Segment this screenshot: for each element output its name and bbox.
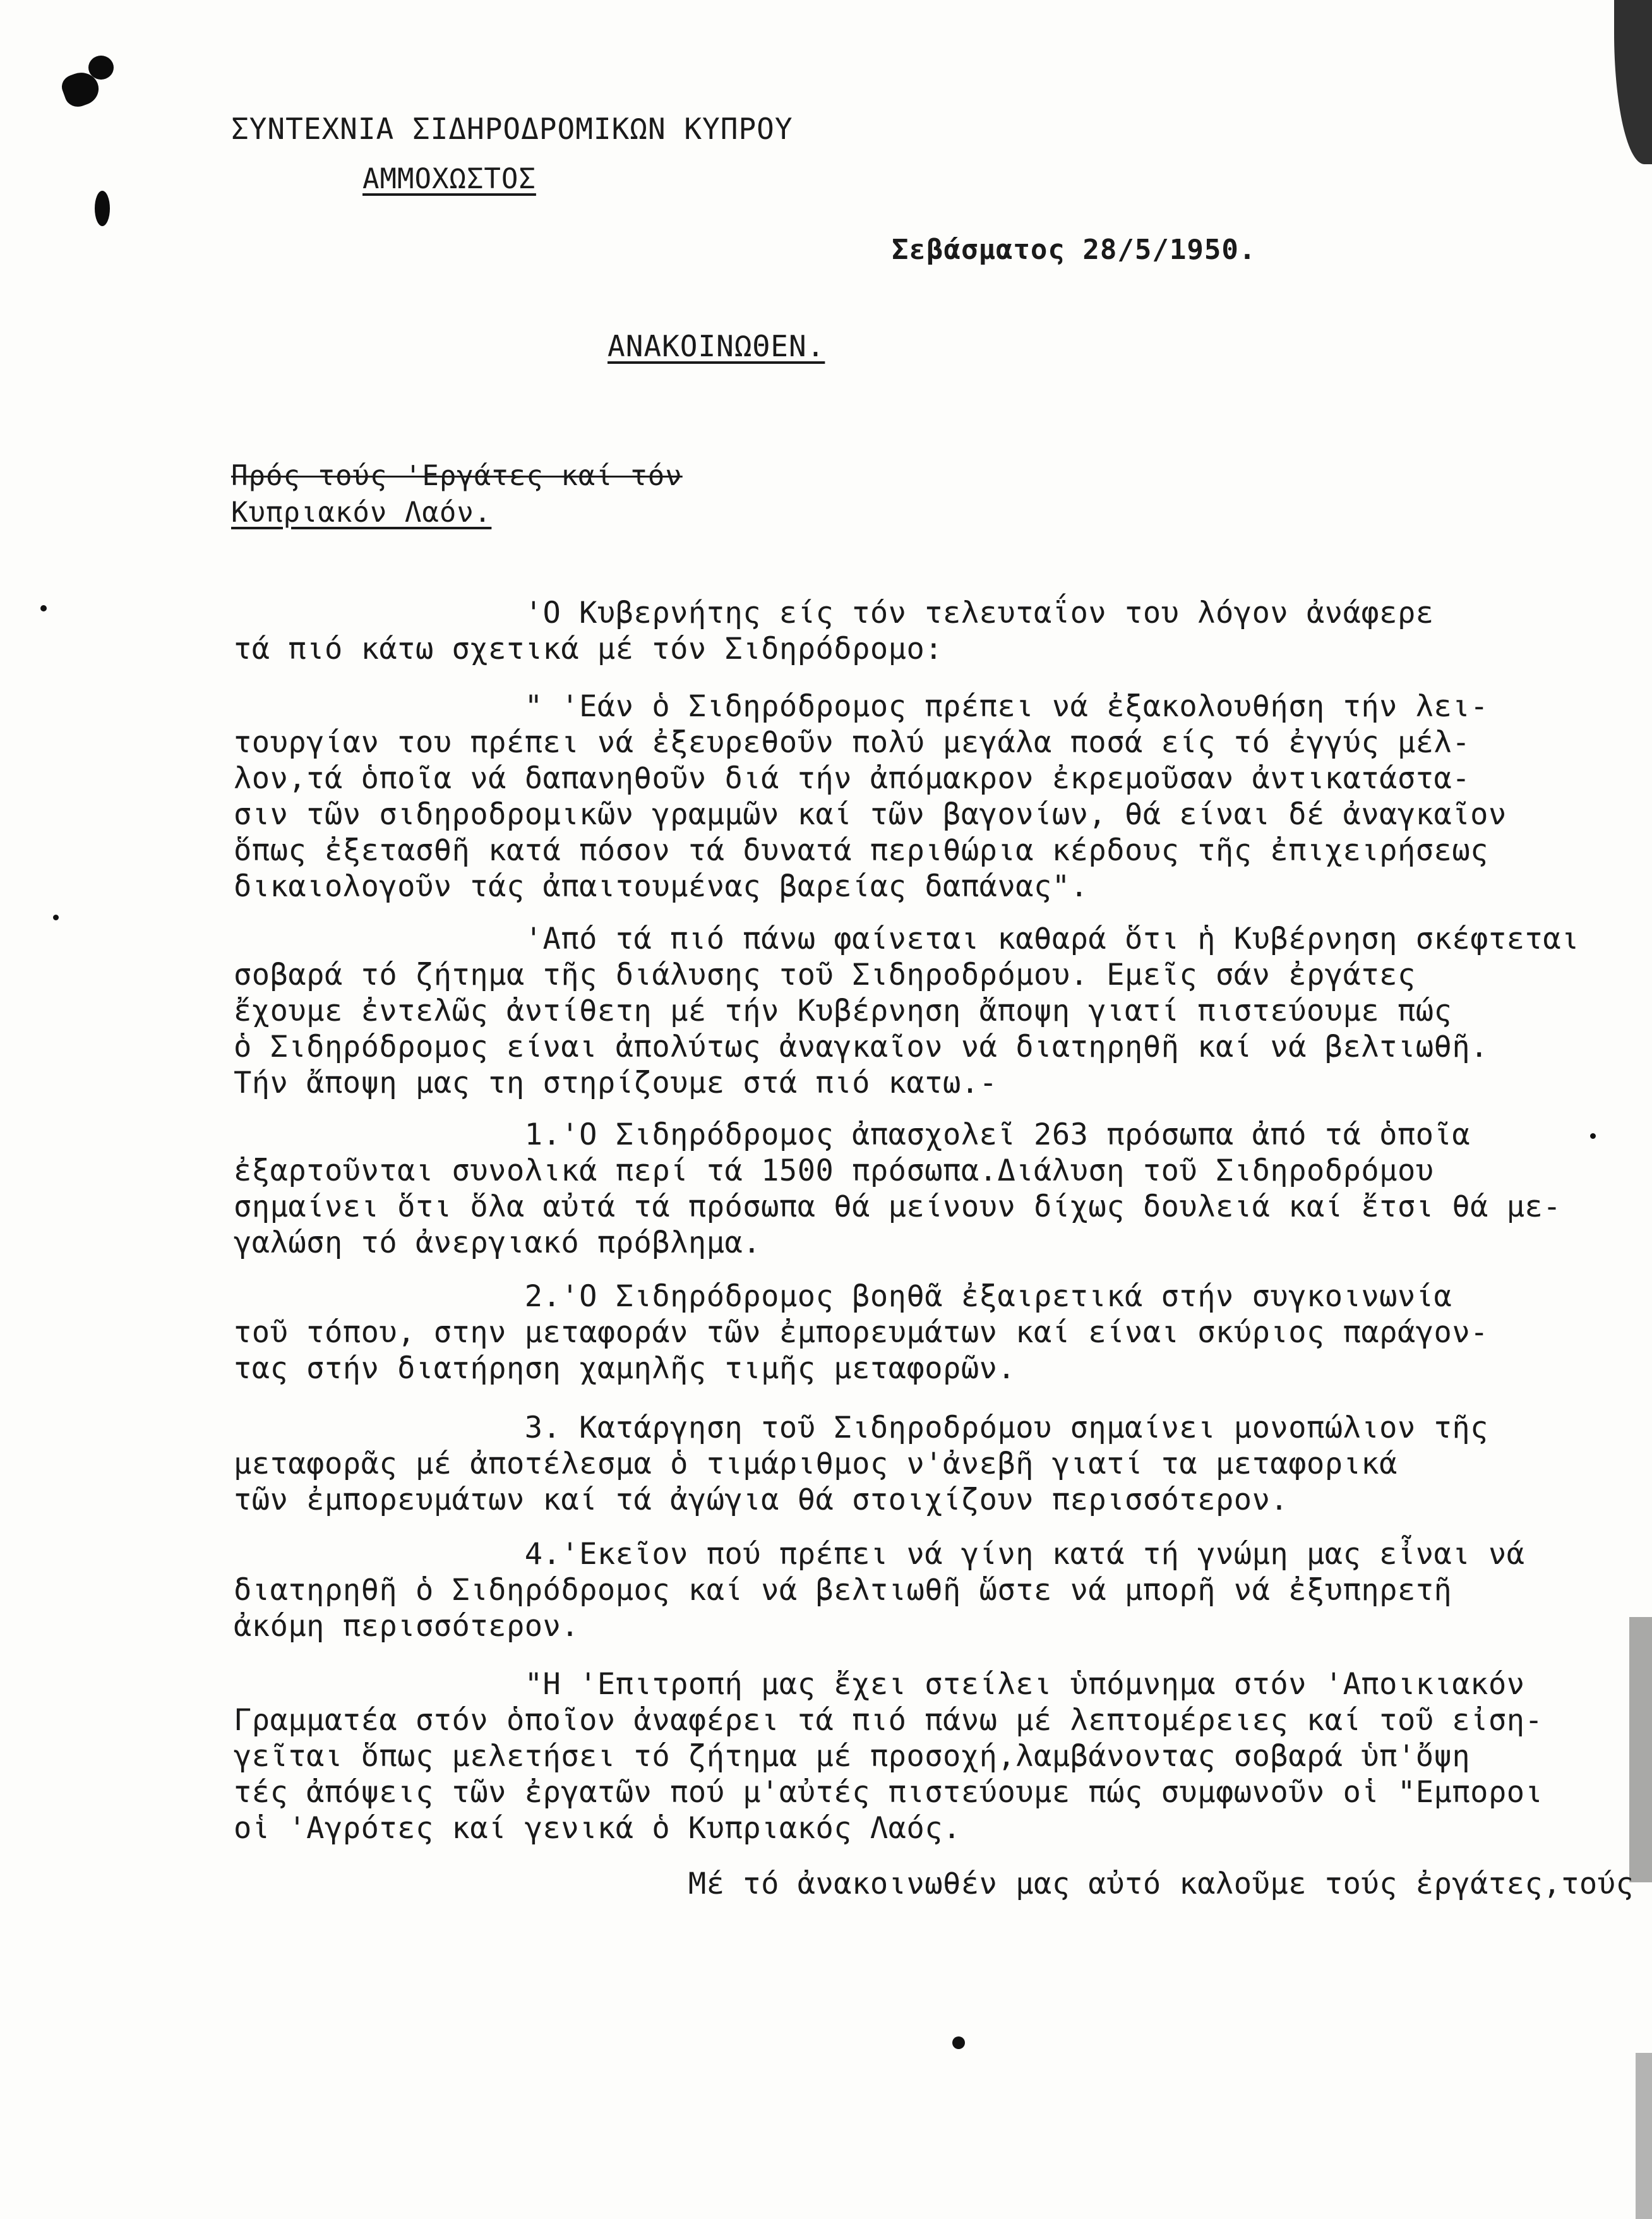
text-line: δικαιολογοῦν τάς ἀπαιτουμένας βαρείας δαπάνας".: [234, 869, 1089, 904]
addressee-struck-line: Πρός τούς 'Εργάτες καί τόν: [231, 460, 683, 492]
text-line: διατηρηθῆ ὁ Σιδηρόδρομος καί νά βελτιωθῆ ὥστε νά μπορῆ νά ἐξυπηρετῆ: [234, 1573, 1452, 1608]
paragraph-committee: [234, 1666, 1543, 1846]
text-line: οἱ 'Αγρότες καί γενικά ὁ Κυπριακός Λαός.: [234, 1811, 961, 1846]
text-line: ὅπως ἐξετασθῆ κατά πόσον τά δυνατά περιθώρια κέρδους τῆς ἐπιχειρήσεως: [234, 833, 1488, 868]
text-line: ἔχουμε ἐντελῶς ἀντίθετη μέ τήν Κυβέρνηση ἄποψη γιατί πιστεύουμε πώς: [234, 994, 1452, 1028]
text-line: 1.'Ο Σιδηρόδρομος ἀπασχολεῖ 263 πρόσωπα ἀπό τά ὁποῖα: [234, 1117, 1471, 1152]
ink-blot: [95, 191, 110, 226]
addressee-line: Κυπριακόν Λαόν.: [231, 496, 492, 529]
text-line: Μέ τό ἀνακοινωθέν μας αὐτό καλοῦμε τούς ἐργάτες,τούς: [234, 1867, 1634, 1901]
stray-dot: [952, 2036, 965, 2049]
text-line: γαλώση τό ἀνεργιακό πρόβλημα.: [234, 1225, 762, 1260]
scan-edge-shadow: [1614, 0, 1652, 164]
text-line: γεῖται ὅπως μελετήσει τό ζήτημα μέ προσοχή,λαμβάνοντας σοβαρά ὑπ'ὄψη: [234, 1739, 1471, 1774]
text-line: τῶν ἐμπορευμάτων καί τά ἀγώγια θά στοιχίζουν περισσότερον.: [234, 1482, 1289, 1517]
text-line: 'Ο Κυβερνήτης είς τόν τελευταΐον του λόγον ἀνάφερε: [234, 596, 1434, 630]
text-line: σοβαρά τό ζήτημα τῆς διάλυσης τοῦ Σιδηροδρόμου. Εμεῖς σάν ἐργάτες: [234, 958, 1416, 992]
paragraph-response: [234, 921, 1579, 1101]
text-line: 'Από τά πιό πάνω φαίνεται καθαρά ὅτι ἡ Κυβέρνηση σκέφτεται: [234, 922, 1579, 956]
text-line: ἐξαρτοῦνται συνολικά περί τά 1500 πρόσωπα.Διάλυση τοῦ Σιδηροδρόμου: [234, 1153, 1434, 1188]
text-line: Τήν ἄποψη μας τη στηρίζουμε στά πιό κατω.-: [234, 1066, 998, 1100]
text-line: "Η 'Επιτροπή μας ἔχει στείλει ὑπόμνημα στόν 'Αποικιακόν: [234, 1667, 1525, 1702]
text-line: ἀκόμη περισσότερον.: [234, 1609, 580, 1644]
text-line: σιν τῶν σιδηροδρομικῶν γραμμῶν καί τῶν βαγονίων, θά είναι δέ ἀναγκαῖον: [234, 797, 1507, 832]
text-line: ὁ Σιδηρόδρομος είναι ἀπολύτως ἀναγκαῖον νά διατηρηθῆ καί νά βελτιωθῆ.: [234, 1030, 1488, 1064]
text-line: Γραμματέα στόν ὁποῖον ἀναφέρει τά πιό πάνω μέ λεπτομέρειες καί τοῦ εἰση-: [234, 1703, 1543, 1738]
text-line: 2.'Ο Σιδηρόδρομος βοηθᾶ ἐξαιρετικά στήν συγκοινωνία: [234, 1279, 1452, 1314]
stray-dot: [53, 915, 59, 920]
stray-dot: [40, 605, 47, 611]
paragraph-point-2: [234, 1278, 1535, 1386]
paragraph-point-3: [234, 1410, 1535, 1518]
scan-edge-speckle: [1629, 1617, 1652, 1882]
text-line: τουργίαν του πρέπει νά ἐξευρεθοῦν πολύ μεγάλα ποσά είς τό ἐγγύς μέλ-: [234, 725, 1471, 760]
ink-blot: [88, 56, 114, 80]
document-title: ΑΝΑΚΟΙΝΩΘΕΝ.: [608, 329, 825, 363]
paragraph-point-1: [234, 1117, 1562, 1261]
text-line: λον,τά ὁποῖα νά δαπανηθοῦν διά τήν ἀπόμακρον ἐκρεμοῦσαν ἀντικατάστα-: [234, 761, 1471, 796]
text-line: 4.'Εκεῖον πού πρέπει νά γίνη κατά τή γνώμη μας εἶναι νά: [234, 1537, 1525, 1572]
text-line: τοῦ τόπου, στην μεταφοράν τῶν ἐμπορευμάτων καί είναι σκύριος παράγον-: [234, 1315, 1488, 1350]
text-line: τας στήν διατήρηση χαμηλῆς τιμῆς μεταφορῶν.: [234, 1351, 1016, 1386]
paragraph-point-4: [234, 1536, 1535, 1644]
document-date: Σεβάσματος 28/5/1950.: [892, 234, 1257, 266]
paragraph-quote: [234, 689, 1535, 905]
city-name: ΑΜΜΟΧΩΣΤΟΣ: [362, 163, 536, 195]
text-line: τές ἀπόψεις τῶν ἐργατῶν πού μ'αὐτές πιστεύουμε πώς συμφωνοῦν οἱ "Εμποροι: [234, 1775, 1543, 1810]
text-line: σημαίνει ὅτι ὅλα αὐτά τά πρόσωπα θά μείνουν δίχως δουλειά καί ἔτσι θά με-: [234, 1189, 1562, 1224]
text-line: 3. Κατάργηση τοῦ Σιδηροδρόμου σημαίνει μονοπώλιον τῆς: [234, 1410, 1488, 1445]
company-name: ΣΥΝΤΕΧΝΙΑ ΣΙΔΗΡΟΔΡΟΜΙΚΩΝ ΚΥΠΡΟΥ: [231, 112, 793, 146]
paragraph-intro: [234, 595, 1535, 667]
text-line: τά πιό κάτω σχετικά μέ τόν Σιδηρόδρομο:: [234, 632, 943, 666]
paragraph-closing: [234, 1866, 1634, 1902]
text-line: μεταφορᾶς μέ ἀποτέλεσμα ὁ τιμάριθμος ν'ἀνεβῆ γιατί τα μεταφορικά: [234, 1446, 1398, 1481]
stray-dot: [1590, 1133, 1596, 1139]
scan-edge-speckle: [1636, 2053, 1652, 2219]
text-line: " 'Εάν ὁ Σιδηρόδρομος πρέπει νά ἐξακολουθήση τήν λει-: [234, 689, 1488, 724]
